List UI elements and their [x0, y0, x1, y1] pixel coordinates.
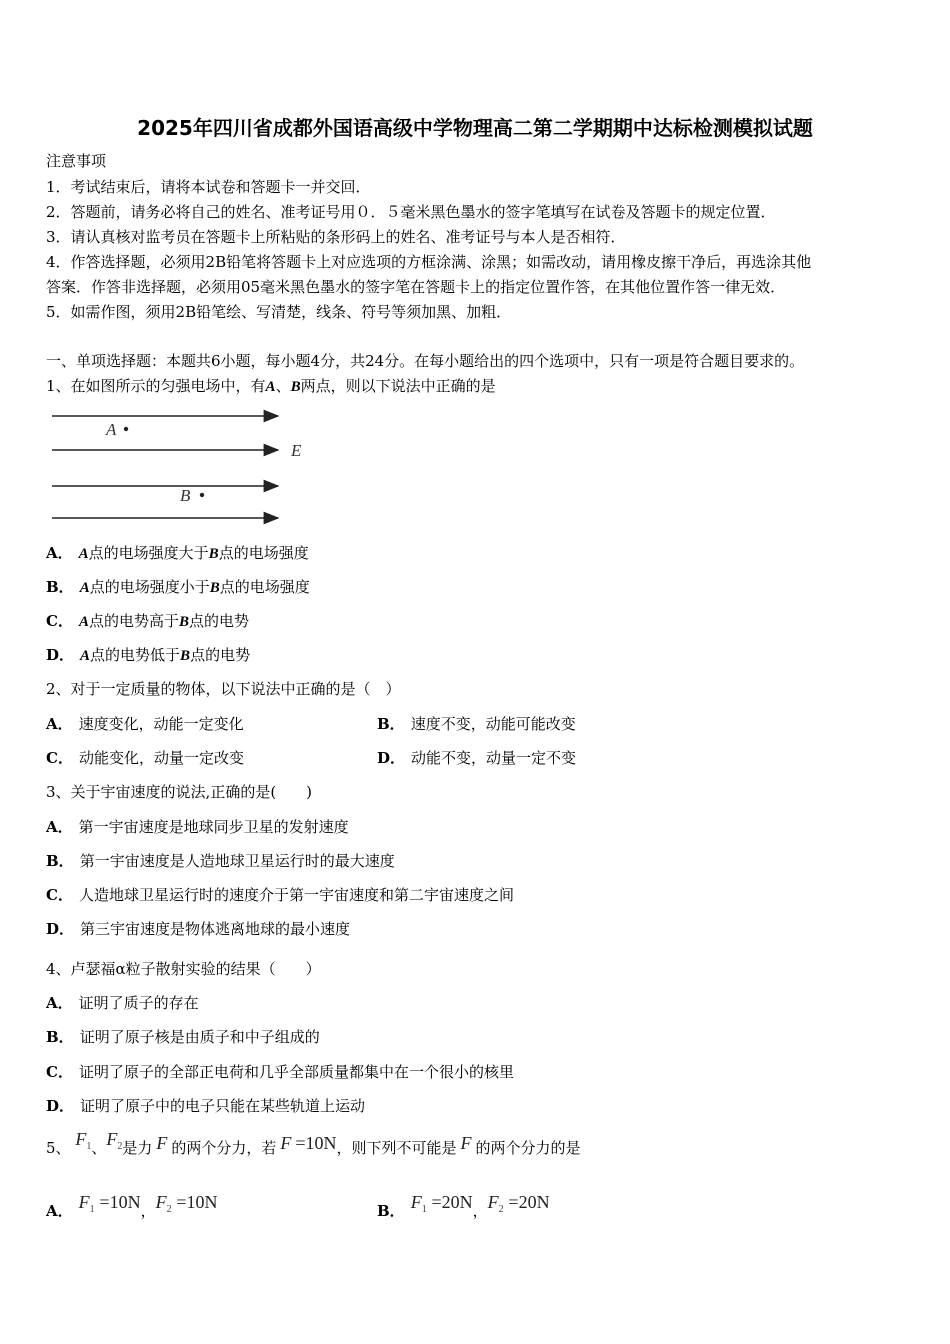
- notice-heading: 注意事项: [46, 152, 107, 170]
- field-e-label: E: [291, 441, 302, 460]
- q5-stem: 5、 $F_1$、$F_2$是力 F 的两个分力，若 F =10N，则下列不可能是 F 的两个分力的是: [46, 1129, 581, 1157]
- q1-option-c[interactable]: C． A点的电势高于B点的电势: [46, 612, 250, 630]
- electric-field-figure: [44, 404, 324, 526]
- q3-option-c[interactable]: C． 人造地球卫星运行时的速度介于第一宇宙速度和第二宇宙速度之间: [46, 886, 514, 904]
- q2-option-b[interactable]: B． 速度不变，动能可能改变: [377, 715, 576, 733]
- q5-option-b[interactable]: B． $F_1 =20N$，$F_2 =20N$: [377, 1192, 550, 1220]
- q4-option-c[interactable]: C． 证明了原子的全部正电荷和几乎全部质量都集中在一个很小的核里: [46, 1063, 514, 1081]
- q4-option-d[interactable]: D． 证明了原子中的电子只能在某些轨道上运动: [46, 1097, 366, 1115]
- q2-stem: 2、对于一定质量的物体，以下说法中正确的是（ ）: [46, 680, 401, 698]
- notice-item-5: 5．如需作图，须用2B铅笔绘、写清楚，线条、符号等须加黑、加粗．: [46, 303, 512, 321]
- q2-option-c[interactable]: C． 动能变化，动量一定改变: [46, 749, 244, 767]
- q5-option-a[interactable]: A． $F_1 =10N$，$F_2 =10N$: [46, 1192, 218, 1220]
- q3-option-a[interactable]: A． 第一宇宙速度是地球同步卫星的发射速度: [46, 818, 349, 836]
- notice-item-2: 2．答题前，请务必将自己的姓名、准考证号用０．５毫米黑色墨水的签字笔填写在试卷及答题卡的规定位置．: [46, 203, 776, 221]
- point-b-label: B: [180, 486, 191, 505]
- q1-option-a[interactable]: A． A点的电场强度大于B点的电场强度: [46, 544, 309, 562]
- section-heading: 一、单项选择题：本题共6小题，每小题4分，共24分。在每小题给出的四个选项中，只有一项是符合题目要求的。: [46, 352, 805, 370]
- notice-item-1: 1．考试结束后，请将本试卷和答题卡一并交回．: [46, 178, 371, 196]
- q3-stem: 3、关于宇宙速度的说法,正确的是( ): [46, 783, 313, 801]
- point-a-dot: [124, 427, 128, 431]
- notice-item-4: 4．作答选择题，必须用2B铅笔将答题卡上对应选项的方框涂满、涂黑；如需改动，请用橡皮擦干净后，再选涂其他: [46, 253, 812, 271]
- q3-option-b[interactable]: B． 第一宇宙速度是人造地球卫星运行时的最大速度: [46, 852, 395, 870]
- q3-option-d[interactable]: D． 第三宇宙速度是物体逃离地球的最小速度: [46, 920, 351, 938]
- notice-item-4-cont: 答案．作答非选择题，必须用05毫米黑色墨水的签字笔在答题卡上的指定位置作答，在其他位置作答一律无效．: [46, 278, 786, 296]
- q4-stem: 4、卢瑟福α粒子散射实验的结果（ ）: [46, 960, 321, 978]
- q1-stem: 1、在如图所示的匀强电场中，有A、B两点，则以下说法中正确的是: [46, 377, 496, 395]
- q4-option-a[interactable]: A． 证明了质子的存在: [46, 994, 199, 1012]
- point-a-label: A: [106, 420, 117, 439]
- q1-option-d[interactable]: D． A点的电势低于B点的电势: [46, 646, 251, 664]
- q2-option-d[interactable]: D． 动能不变，动量一定不变: [377, 749, 577, 767]
- q4-option-b[interactable]: B． 证明了原子核是由质子和中子组成的: [46, 1028, 320, 1046]
- notice-item-3: 3．请认真核对监考员在答题卡上所粘贴的条形码上的姓名、准考证号与本人是否相符．: [46, 228, 626, 246]
- point-b-dot: [200, 493, 204, 497]
- q2-option-a[interactable]: A． 速度变化，动能一定变化: [46, 715, 244, 733]
- q1-option-b[interactable]: B． A点的电场强度小于B点的电场强度: [46, 578, 310, 596]
- page-title: 2025年四川省成都外国语高级中学物理高二第二学期期中达标检测模拟试题: [137, 116, 813, 140]
